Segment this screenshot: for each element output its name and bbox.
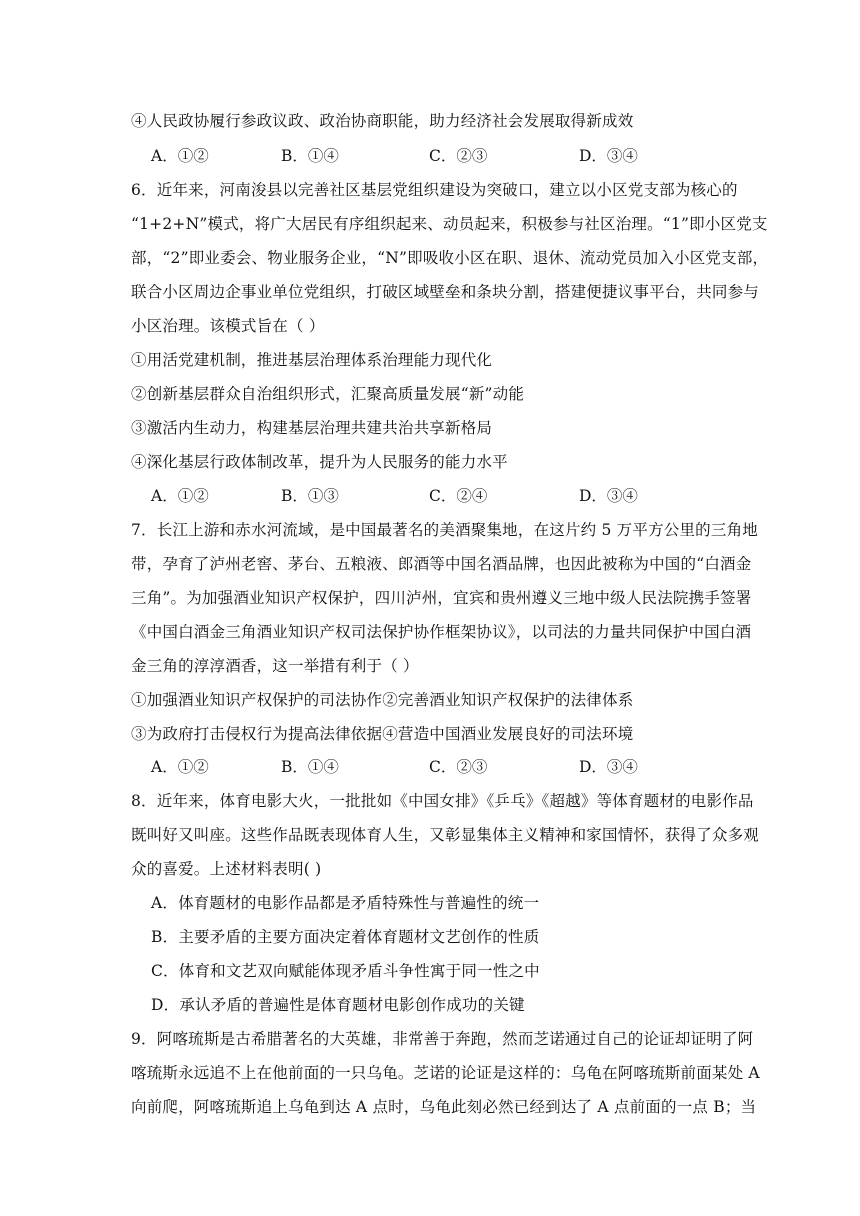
q5-option-c: C．②③: [429, 147, 488, 165]
q9-stem-line: 9．阿喀琉斯是古希腊著名的大英雄，非常善于奔跑，然而芝诺通过自己的论证却证明了阿: [131, 1030, 754, 1048]
q6-stem-line: “1+2+N”模式，将广大居民有序组织起来、动员起来，积极参与社区治理。“1”即小区党支: [131, 215, 768, 233]
q6-statement: ④深化基层行政体制改革，提升为人民服务的能力水平: [131, 453, 508, 471]
q8-choice-d: D．承认矛盾的普遍性是体育题材电影创作成功的关键: [151, 996, 525, 1014]
q8-stem-line: 既叫好又叫座。这些作品既表现体育人生，又彰显集体主义精神和家国情怀，获得了众多观: [131, 826, 760, 844]
q7-statement: ①加强酒业知识产权保护的司法协作②完善酒业知识产权保护的法律体系: [131, 691, 634, 709]
q6-option-a: A．①②: [151, 487, 209, 505]
q5-statement-4: ④人民政协履行参政议政、政治协商职能，助力经济社会发展取得新成效: [131, 112, 634, 130]
q7-option-b: B．①④: [281, 758, 339, 776]
q7-stem-line: 金三角的淳淳酒香，这一举措有利于（ ）: [131, 657, 419, 675]
q6-option-b: B．①③: [281, 487, 339, 505]
q7-stem-line: 三角”。为加强酒业知识产权保护，四川泸州，宜宾和贵州遵义三地中级人民法院携手签署: [131, 589, 752, 607]
q6-option-c: C．②④: [429, 487, 488, 505]
q6-stem-line: 部，“2”即业委会、物业服务企业，“N”即吸收小区在职、退休、流动党员加入小区党支部，: [131, 249, 769, 267]
q9-stem-line: 喀琉斯永远追不上在他前面的一只乌龟。芝诺的论证是这样的：乌龟在阿喀琉斯前面某处 A: [131, 1064, 760, 1082]
q5-option-d: D．③④: [579, 147, 638, 165]
q8-choice-c: C．体育和文艺双向赋能体现矛盾斗争性寓于同一性之中: [151, 962, 540, 980]
q7-statement: ③为政府打击侵权行为提高法律依据④营造中国酒业发展良好的司法环境: [131, 725, 634, 743]
q6-option-d: D．③④: [579, 487, 638, 505]
q7-stem-line: 7．长江上游和赤水河流域，是中国最著名的美酒聚集地，在这片约 5 万平方公里的三角地: [131, 521, 758, 539]
q7-stem-line: 带，孕育了泸州老窖、茅台、五粮液、郎酒等中国名酒品牌，也因此被称为中国的“白酒金: [131, 555, 752, 573]
q8-stem-line: 8．近年来，体育电影大火，一批批如《中国女排》《乒乓》《超越》等体育题材的电影作品: [131, 792, 754, 810]
q7-option-a: A．①②: [151, 758, 209, 776]
q7-option-d: D．③④: [579, 758, 638, 776]
q5-option-b: B．①④: [281, 147, 339, 165]
q6-stem-line: 小区治理。该模式旨在（ ）: [131, 317, 325, 335]
q8-stem-line: 众的喜爱。上述材料表明( ): [131, 860, 322, 878]
q6-stem-line: 联合小区周边企事业单位党组织，打破区域壁垒和条块分割，搭建便捷议事平台，共同参与: [131, 283, 760, 301]
q6-statement: ③激活内生动力，构建基层治理共建共治共享新格局: [131, 419, 493, 437]
q5-option-a: A．①②: [151, 147, 209, 165]
q7-stem-line: 《中国白酒金三角酒业知识产权司法保护协作框架协议》，以司法的力量共同保护中国白酒: [131, 623, 752, 641]
q6-stem-line: 6．近年来，河南浚县以完善社区基层党组织建设为突破口，建立以小区党支部为核心的: [131, 181, 738, 199]
q6-statement: ①用活党建机制，推进基层治理体系治理能力现代化: [131, 351, 493, 369]
q8-choice-b: B．主要矛盾的主要方面决定着体育题材文艺创作的性质: [151, 928, 540, 946]
q9-stem-line: 向前爬，阿喀琉斯追上乌龟到达 A 点时，乌龟此刻必然已经到达了 A 点前面的一点 B；当: [131, 1098, 757, 1116]
q6-statement: ②创新基层群众自治组织形式，汇聚高质量发展“新”动能: [131, 385, 525, 403]
q7-option-c: C．②③: [429, 758, 488, 776]
q8-choice-a: A．体育题材的电影作品都是矛盾特殊性与普遍性的统一: [151, 894, 540, 912]
